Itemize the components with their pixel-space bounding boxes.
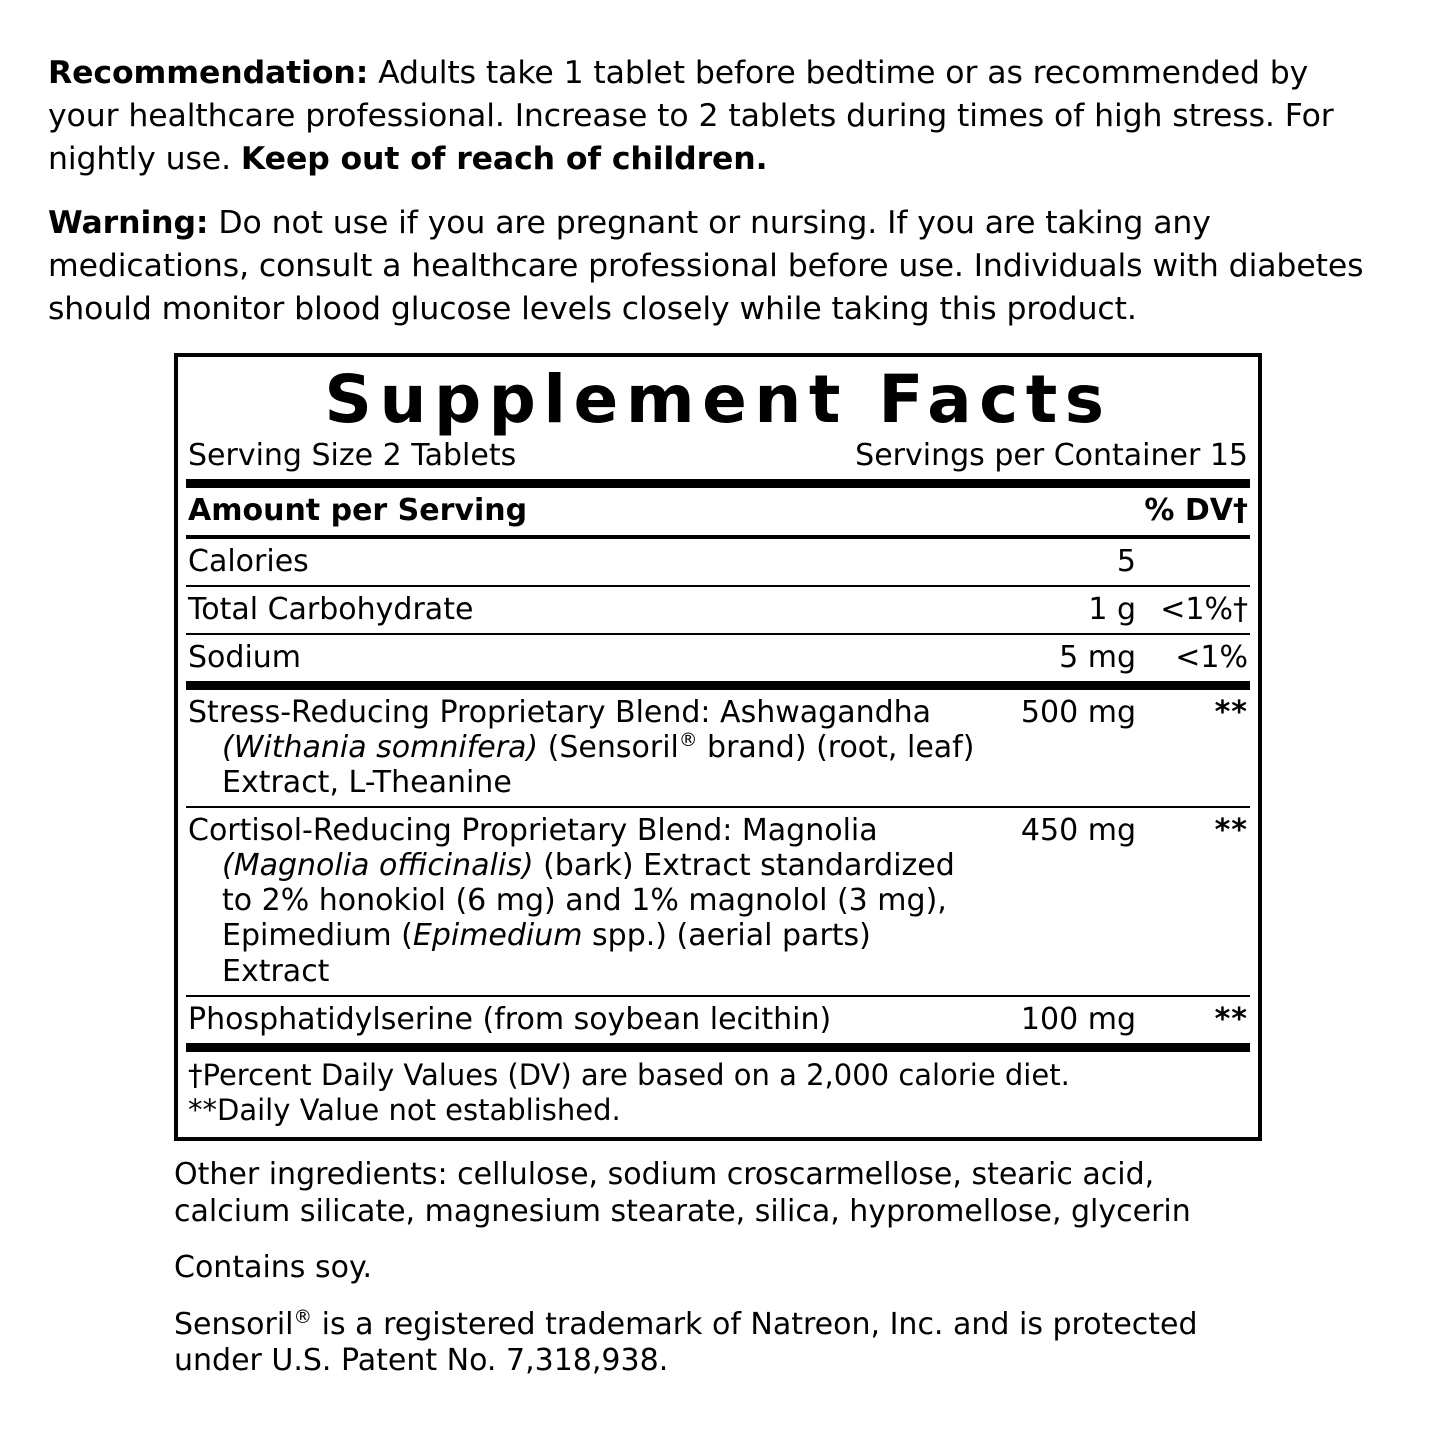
table-row: [178, 539, 1258, 585]
trademark-post: is a registered trademark of Natreon, Inc. and is protected under U.S. Patent No. 7,318,938.: [174, 1306, 1198, 1379]
divider-thick-blends: [186, 681, 1250, 690]
amount-per-serving-label: Amount per Serving: [188, 493, 528, 529]
nutrient-name: Calories: [188, 543, 309, 579]
blend-dv: **: [1214, 813, 1248, 849]
table-row: [178, 635, 1258, 681]
table-row-blend-cortisol: [178, 808, 1258, 994]
recommendation-keep-out-of-reach: Keep out of reach of children.: [240, 140, 768, 177]
nutrient-amount: 1 g: [1088, 591, 1136, 627]
blend-line-2: [188, 730, 978, 765]
recommendation-paragraph: [48, 52, 1385, 180]
divider-thick-top: [186, 479, 1250, 488]
nutrient-name: Sodium: [188, 639, 302, 675]
other-ingredients-text: Other ingredients: cellulose, sodium croscarmellose, stearic acid, calcium silicate, magnesium stearate, silica, hypromellose, glycerin: [174, 1157, 1191, 1229]
blend-dv: **: [1214, 694, 1248, 730]
contains-allergen-text: Contains soy.: [174, 1250, 372, 1286]
nutrient-amount: 5: [1116, 543, 1136, 579]
registered-trademark-icon: ®: [678, 729, 698, 751]
blend-line-2-rest: (Sensoril: [538, 729, 679, 765]
table-row: [178, 587, 1258, 633]
warning-paragraph: [48, 202, 1385, 330]
amount-per-serving-header-row: [178, 488, 1258, 534]
nutrient-amount: 100 mg: [1020, 1001, 1136, 1037]
blend-line-4-post: spp.) (aerial parts) Extract: [222, 918, 871, 989]
blend-line-2-rest: (bark) Extract standardized: [533, 848, 955, 884]
nutrient-name: Phosphatidylserine (from soybean lecithin): [188, 1001, 832, 1037]
blend-line-1: Stress-Reducing Proprietary Blend: Ashwagandha: [188, 694, 932, 730]
blend-latin-name: (Withania somnifera): [222, 729, 539, 765]
blend-line-2: [188, 848, 978, 883]
recommendation-text: Adults take 1 tablet before bedtime or as recommended by your healthcare professional. Increase to 2 tablets during times of high stress. For nightly use.: [48, 55, 1334, 177]
blend-line-3: to 2% honokiol (6 mg) and 1% magnolol (3 mg),: [222, 883, 947, 919]
recommendation-label: Recommendation:: [48, 55, 369, 91]
supplement-facts-panel: [174, 353, 1262, 1141]
nutrient-dv: <1%: [1175, 639, 1248, 675]
nutrient-dv: **: [1214, 1001, 1248, 1037]
table-row-blend-stress: [178, 690, 1258, 806]
blend-line-1: Cortisol-Reducing Proprietary Blend: Magnolia: [188, 813, 878, 849]
serving-size: Serving Size 2 Tablets: [188, 437, 517, 473]
warning-label: Warning:: [48, 205, 209, 242]
blend-name: [188, 813, 986, 988]
table-row: [178, 997, 1258, 1043]
intro-text-block: [48, 52, 1385, 331]
nutrient-name: Total Carbohydrate: [188, 591, 474, 627]
divider-thick-bottom: [186, 1043, 1250, 1052]
blend-line-3: Extract, L-Theanine: [222, 765, 512, 801]
blend-latin-name: (Magnolia officinalis): [222, 848, 534, 884]
trademark-pre: Sensoril: [174, 1306, 294, 1342]
supplement-facts-footnotes: [178, 1052, 1258, 1137]
serving-info-row: [178, 437, 1258, 480]
nutrient-dv: <1%†: [1160, 591, 1248, 627]
nutrient-amount: 5 mg: [1059, 639, 1136, 675]
warning-text: Do not use if you are pregnant or nursing. If you are taking any medications, consult a healthcare professional before use. Individuals with diabetes should monitor blood glucose levels closely while taking this product.: [48, 205, 1364, 328]
footnote-dv-not-established: **Daily Value not established.: [188, 1093, 621, 1128]
dv-header-label: % DV†: [1144, 493, 1248, 529]
registered-trademark-icon: ®: [293, 1306, 313, 1328]
blend-amount: 500 mg: [1020, 694, 1136, 730]
blend-line-2-tail: brand) (root, leaf): [697, 729, 975, 765]
supplement-facts-title: Supplement Facts: [324, 360, 1112, 438]
servings-per-container: Servings per Container 15: [855, 437, 1248, 473]
blend-genus-name: Epimedium: [412, 918, 583, 954]
bottom-notes-block: [174, 1157, 1274, 1380]
blend-line-4: [188, 918, 978, 988]
blend-line-4-pre: Epimedium (: [222, 918, 413, 954]
footnote-daily-values: †Percent Daily Values (DV) are based on a 2,000 calorie diet.: [188, 1057, 1070, 1092]
blend-name: [188, 695, 986, 800]
trademark-notice: [174, 1307, 1274, 1380]
blend-amount: 450 mg: [1020, 813, 1136, 849]
